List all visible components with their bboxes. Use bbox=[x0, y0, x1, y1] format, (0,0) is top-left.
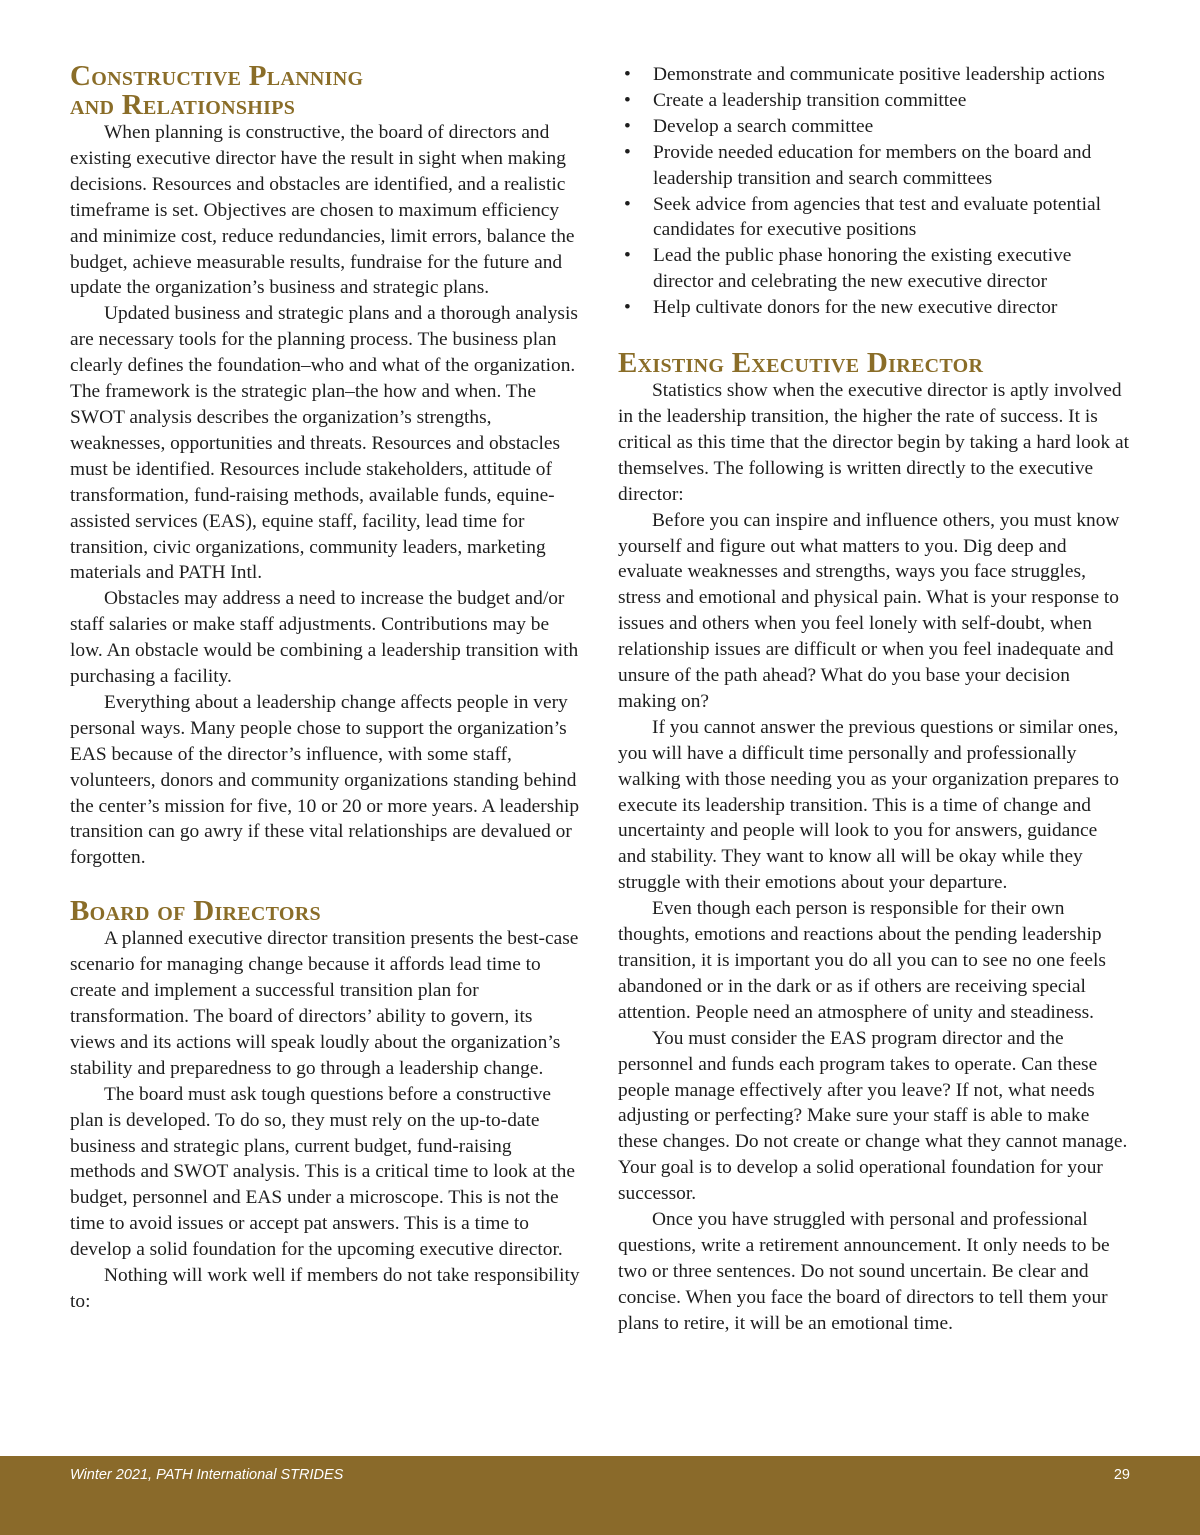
board-of-directors-body bbox=[70, 926, 582, 1315]
paragraph: Statistics show when the executive director is aptly involved in the leadership transition, the higher the rate of success. It is critical as this time that the director begin by taking a hard look at themselves. The following is written directly to the executive director: bbox=[618, 380, 1130, 505]
list-item: • Help cultivate donors for the new executive director bbox=[618, 295, 1130, 321]
heading-existing-executive-director: Existing Executive Director bbox=[618, 347, 984, 380]
right-column bbox=[618, 62, 1130, 1337]
publication-title: Winter 2021, PATH International STRIDES bbox=[70, 1467, 344, 1483]
bullet-icon: • bbox=[624, 245, 631, 267]
paragraph: The board must ask tough questions before a constructive plan is developed. To do so, they must rely on the up-to-date business and strategic plans, current budget, fund-raising methods and SWOT analysis. This is a critical time to look at the budget, personnel and EAS under a microscope. This is not the time to avoid issues or accept pat answers. This is a time to develop a solid foundation for the upcoming executive director. bbox=[70, 1083, 575, 1261]
bullet-icon: • bbox=[624, 89, 631, 111]
list-item: • Create a leadership transition committee bbox=[618, 88, 1130, 114]
list-item: • Seek advice from agencies that test and evaluate potential candidates for executive positions bbox=[624, 193, 1101, 241]
paragraph: You must consider the EAS program director and the personnel and funds each program takes to operate. Can these people manage effectively after you leave? If not, what needs adjusting or perfecting? Make sure your staff is able to make these changes. Do not create or change what they cannot manage. Your goal is to develop a solid operational foundation for your successor. bbox=[618, 1027, 1128, 1205]
paragraph: When planning is constructive, the board of directors and existing executive director have the result in sight when making decisions. Resources and obstacles are identified, and a realistic timeframe is set. Objectives are chosen to maximum efficiency and minimize cost, reduce redundancies, limit errors, balance the budget, achieve measurable results, fundraise for the future and update the organization’s business and strategic plans. bbox=[70, 122, 575, 299]
heading-board-of-directors: Board of Directors bbox=[70, 895, 321, 928]
list-item: • Provide needed education for members on the board and leadership transition and search committees bbox=[624, 141, 1092, 189]
list-item: • Lead the public phase honoring the existing executive director and celebrating the new executive director bbox=[624, 245, 1072, 293]
paragraph: If you cannot answer the previous questions or similar ones, you will have a difficult time personally and professionally walking with those needing you as your organization prepares to execute its leadership transition. This is a time of change and uncertainty and people will look to you for answers, guidance and stability. They want to know all will be okay while they struggle with their emotions about your departure. bbox=[618, 716, 1119, 894]
heading-line-1: Constructive Planning bbox=[70, 60, 364, 92]
bullet-icon: • bbox=[624, 64, 631, 85]
responsibility-list bbox=[618, 62, 1130, 321]
heading-line-2: and Relationships bbox=[70, 89, 296, 121]
paragraph: Even though each person is responsible for their own thoughts, emotions and reactions about the pending leadership transition, it is important you do all you can to see no one feels abandoned or in the dark or as if others are receiving special attention. People need an atmosphere of unity and steadiness. bbox=[618, 898, 1106, 1023]
paragraph: Once you have struggled with personal and professional questions, write a retirement announcement. It only needs to be two or three sentences. Do not sound uncertain. Be clear and concise. When you face the board of directors to tell them your plans to retire, it will be an emotional time. bbox=[618, 1209, 1110, 1334]
paragraph: Nothing will work well if members do not take responsibility to: bbox=[70, 1265, 580, 1312]
bullet-icon: • bbox=[624, 297, 631, 319]
footer-band bbox=[0, 1456, 1200, 1535]
constructive-planning-body bbox=[70, 120, 582, 871]
left-column bbox=[70, 62, 582, 1315]
paragraph: Everything about a leadership change affects people in very personal ways. Many people chose to support the organization’s EAS because of the director’s influence, with some staff, volunteers, donors and community organizations standing behind the center’s mission for five, 10 or 20 or more years. A leadership transition can go awry if these vital relationships are devalued or forgotten. bbox=[70, 691, 580, 869]
page-number: 29 bbox=[1113, 1467, 1130, 1483]
paragraph: Updated business and strategic plans and a thorough analysis are necessary tools for the planning process. The business plan clearly defines the foundation–who and what of the organization. The framework is the strategic plan–the how and when. The SWOT analysis describes the organization’s strengths, weaknesses, opportunities and threats. Resources and obstacles must be identified. Resources include stakeholders, attitude of transformation, fund-raising methods, available funds, equine-assisted services (EAS), equine staff, facility, lead time for transition, civic organizations, community leaders, marketing materials and PATH Intl. bbox=[70, 303, 578, 584]
bullet-icon: • bbox=[624, 141, 631, 163]
list-item: • Develop a search committee bbox=[618, 114, 1130, 140]
paragraph: Before you can inspire and influence others, you must know yourself and figure out what matters to you. Dig deep and evaluate weaknesses and strengths, ways you face struggles, stress and emotional and physical pain. What is your response to issues and others when you feel lonely with self-doubt, when relationship issues are difficult or when you feel inadequate and unsure of the path ahead? What do you base your decision making on? bbox=[618, 509, 1120, 712]
list-item: • Demonstrate and communicate positive leadership actions bbox=[618, 62, 1130, 88]
existing-executive-director-body bbox=[618, 378, 1130, 1337]
heading-constructive-planning bbox=[70, 62, 582, 120]
paragraph: A planned executive director transition presents the best-case scenario for managing change because it affords lead time to create and implement a successful transition plan for transformation. The board of directors’ ability to govern, its views and its actions will speak loudly about the organization’s stability and preparedness to go through a leadership change. bbox=[70, 928, 579, 1079]
bullet-icon: • bbox=[624, 115, 631, 137]
paragraph: Obstacles may address a need to increase the budget and/or staff salaries or make staff adjustments. Contributions may be low. An obstacle would be combining a leadership transition with purchasing a facility. bbox=[70, 588, 579, 688]
bullet-icon: • bbox=[624, 193, 631, 215]
